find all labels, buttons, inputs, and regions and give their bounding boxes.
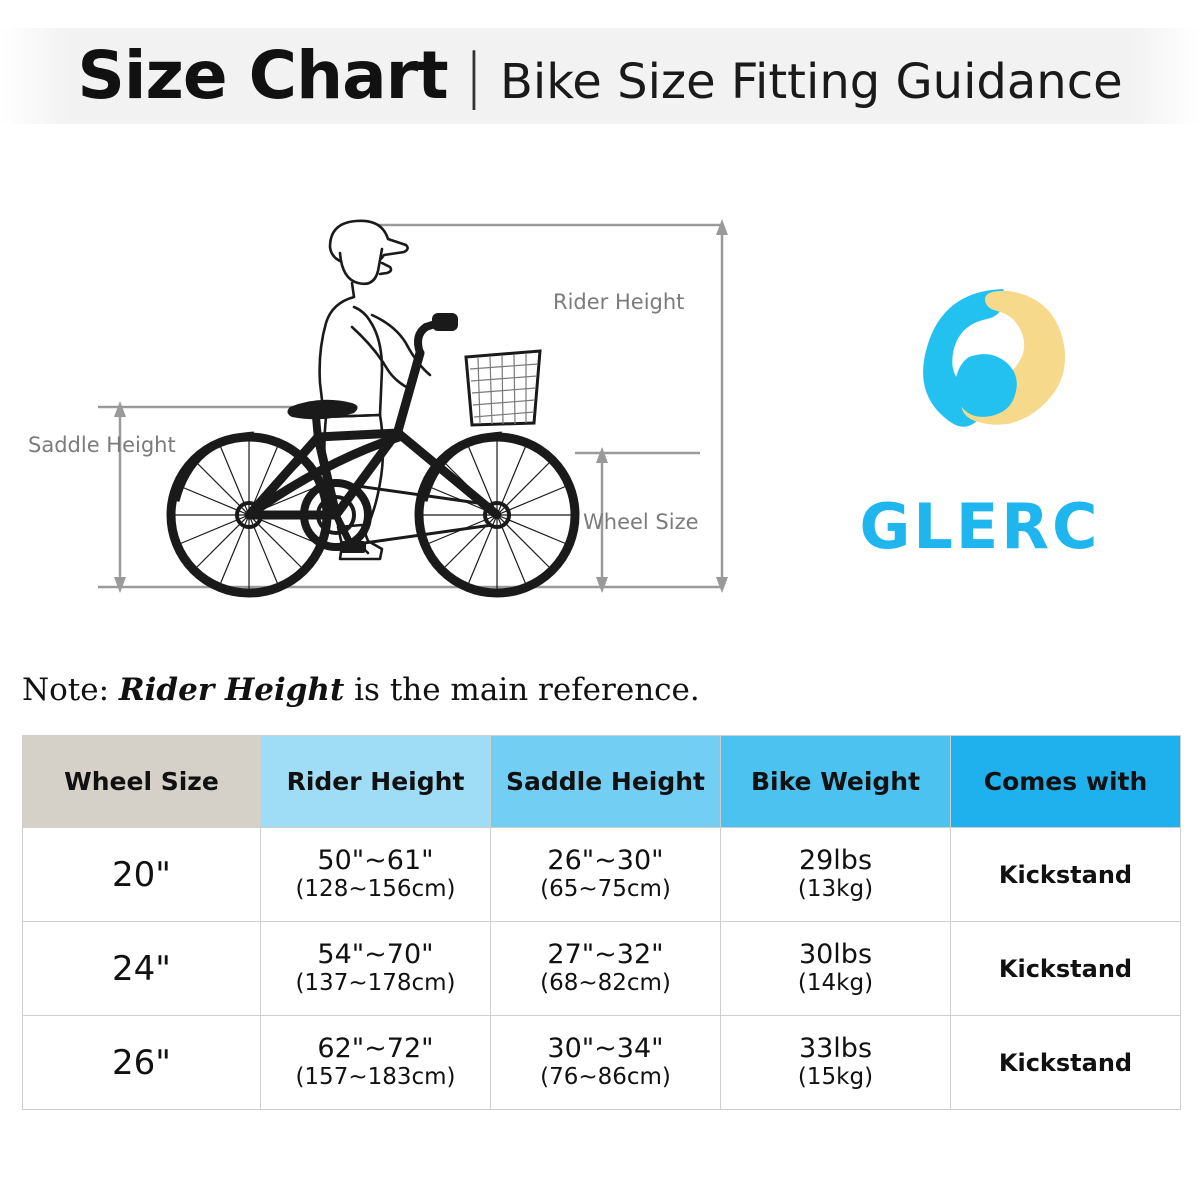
bike-weight-lbs: 33lbs <box>798 1033 873 1065</box>
th-comes-with: Comes with <box>951 736 1181 828</box>
note-suffix: is the main reference. <box>344 672 700 708</box>
saddle-height-in: 30"~34" <box>547 1033 664 1065</box>
cell-saddle-height <box>491 1016 721 1110</box>
brand-logo <box>790 275 1170 575</box>
bike-weight-kg: (15kg) <box>797 1064 874 1091</box>
bike-weight-kg: (13kg) <box>797 876 874 903</box>
saddle-height-in: 27"~32" <box>547 939 664 971</box>
cell-saddle-height <box>491 922 721 1016</box>
label-saddle-height: Saddle Height <box>28 433 176 457</box>
table-row <box>23 828 1181 922</box>
cell-bike-weight <box>721 1016 951 1110</box>
rider-height-cm: (157~183cm) <box>295 1064 456 1091</box>
table-row <box>23 1016 1181 1110</box>
saddle-height-in: 26"~30" <box>547 845 664 877</box>
cell-saddle-height <box>491 828 721 922</box>
title-divider: | <box>463 41 484 111</box>
cell-comes-with: Kickstand <box>951 828 1181 922</box>
label-rider-height: Rider Height <box>553 290 685 314</box>
cell-rider-height <box>261 1016 491 1110</box>
cell-comes-with: Kickstand <box>951 1016 1181 1110</box>
label-wheel-size: Wheel Size <box>583 510 699 534</box>
note-emphasis: Rider Height <box>118 672 345 708</box>
cell-wheel-size: 26" <box>23 1016 261 1110</box>
header-title-group <box>77 37 1123 114</box>
cell-comes-with: Kickstand <box>951 922 1181 1016</box>
rider-height-cm: (137~178cm) <box>295 970 456 997</box>
cell-rider-height <box>261 922 491 1016</box>
brand-name: GLERC <box>859 490 1101 563</box>
bike-diagram-svg <box>0 175 760 635</box>
bike-weight-lbs: 29lbs <box>798 845 873 877</box>
note-line <box>22 672 700 708</box>
saddle-height-cm: (65~75cm) <box>540 876 671 903</box>
rider-height-in: 54"~70" <box>317 939 434 971</box>
size-table <box>22 735 1181 1110</box>
table-header-row <box>23 736 1181 828</box>
saddle-height-cm: (68~82cm) <box>540 970 671 997</box>
th-bike-weight: Bike Weight <box>721 736 951 828</box>
page-subtitle: Bike Size Fitting Guidance <box>499 54 1123 110</box>
bike-weight-lbs: 30lbs <box>798 939 873 971</box>
page-header <box>0 28 1200 124</box>
th-rider-height: Rider Height <box>261 736 491 828</box>
cell-wheel-size: 20" <box>23 828 261 922</box>
rider-height-cm: (128~156cm) <box>295 876 456 903</box>
rider-height-in: 62"~72" <box>317 1033 434 1065</box>
glerc-logo-icon <box>885 275 1075 469</box>
th-saddle-height: Saddle Height <box>491 736 721 828</box>
bike-weight-kg: (14kg) <box>797 970 874 997</box>
table-row <box>23 922 1181 1016</box>
bike-fitting-diagram <box>0 175 760 635</box>
cell-bike-weight <box>721 828 951 922</box>
saddle-height-cm: (76~86cm) <box>540 1064 671 1091</box>
page-title: Size Chart <box>77 37 448 114</box>
note-prefix: Note: <box>22 672 119 708</box>
th-wheel-size: Wheel Size <box>23 736 261 828</box>
cell-rider-height <box>261 828 491 922</box>
cell-wheel-size: 24" <box>23 922 261 1016</box>
cell-bike-weight <box>721 922 951 1016</box>
rider-height-in: 50"~61" <box>317 845 434 877</box>
